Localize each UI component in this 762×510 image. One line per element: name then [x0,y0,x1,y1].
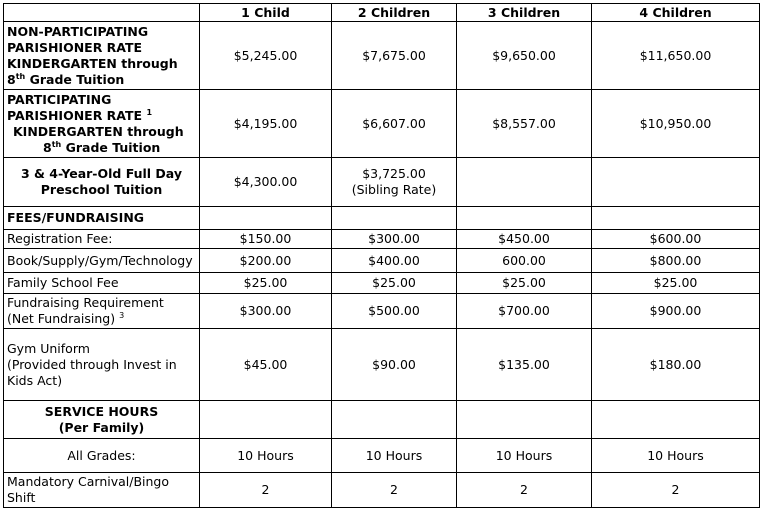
row-label-carnival [4,473,200,508]
empty-cell [200,207,332,230]
cell-value: $90.00 [332,329,457,401]
label-line: (Provided through Invest in [7,356,177,372]
cell-value: $25.00 [200,273,332,294]
row-label-preschool [4,158,200,207]
row-label-family: Family School Fee [4,273,200,294]
table-row-preschool [4,158,760,207]
table-row-registration [4,230,760,249]
table-row-family [4,273,760,294]
cell-value: $7,675.00 [332,22,457,90]
row-label-participating [4,90,200,158]
label-line: 8th Grade Tuition [7,71,125,87]
label-line: (Per Family) [58,419,145,435]
section-heading-service [4,401,200,439]
cell-value: $500.00 [332,294,457,329]
cell-value: 600.00 [457,249,592,273]
table-row-fundraising [4,294,760,329]
cell-value: $400.00 [332,249,457,273]
label-line: PARTICIPATING [7,91,112,107]
empty-cell [200,401,332,439]
label-line: NON-PARTICIPATING [7,23,149,39]
row-label-gym [4,329,200,401]
cell-value: $600.00 [592,230,760,249]
cell-value: 2 [332,473,457,508]
table-row-service-heading [4,401,760,439]
table-row-carnival [4,473,760,508]
cell-value: $900.00 [592,294,760,329]
label-line: 8th Grade Tuition [43,139,161,155]
empty-cell [592,401,760,439]
cell-value: $300.00 [200,294,332,329]
table-row-gym [4,329,760,401]
cell-value: 10 Hours [332,439,457,473]
section-heading-fees: FEES/FUNDRAISING [4,207,200,230]
cell-value: 10 Hours [592,439,760,473]
label-line: Gym Uniform [7,340,90,356]
cell-value: 2 [457,473,592,508]
cell-value: 2 [200,473,332,508]
row-label-fundraising [4,294,200,329]
cell-value: $4,300.00 [200,158,332,207]
header-2-children: 2 Children [332,4,457,22]
cell-value: $5,245.00 [200,22,332,90]
label-line: SERVICE HOURS [44,403,159,419]
label-line: Preschool Tuition [40,182,163,197]
cell-value: $45.00 [200,329,332,401]
cell-value: $9,650.00 [457,22,592,90]
cell-value-sibling [332,158,457,207]
cell-value: $150.00 [200,230,332,249]
table-row-participating [4,90,760,158]
tuition-table [3,3,760,508]
empty-cell [332,207,457,230]
label-line: Kids Act) [7,372,63,388]
table-row-all-grades [4,439,760,473]
row-label-registration: Registration Fee: [4,230,200,249]
cell-value: 2 [592,473,760,508]
cell-value [592,158,760,207]
label-line: KINDERGARTEN through [7,55,178,71]
empty-cell [457,401,592,439]
label-line: PARISHIONER RATE [7,39,143,55]
empty-cell [457,207,592,230]
cell-value: $800.00 [592,249,760,273]
cell-value: $8,557.00 [457,90,592,158]
cell-value: $135.00 [457,329,592,401]
row-label-nonparticipating [4,22,200,90]
label-line: 3 & 4-Year-Old Full Day [20,166,183,181]
cell-value: $180.00 [592,329,760,401]
sibling-note: (Sibling Rate) [351,182,437,197]
header-corner [4,4,200,22]
cell-value: $300.00 [332,230,457,249]
header-1-child: 1 Child [200,4,332,22]
cell-value: $450.00 [457,230,592,249]
cell-value: $700.00 [457,294,592,329]
label-line: PARISHIONER RATE $^1$ [7,107,153,123]
cell-value: $25.00 [457,273,592,294]
table-row-nonparticipating [4,22,760,90]
cell-value: $25.00 [592,273,760,294]
row-label-book: Book/Supply/Gym/Technology [4,249,200,273]
header-4-children: 4 Children [592,4,760,22]
empty-cell [592,207,760,230]
cell-value: 10 Hours [457,439,592,473]
cell-value: $200.00 [200,249,332,273]
row-label-all-grades: All Grades: [4,439,200,473]
label-line: Shift [7,490,36,505]
label-line: Mandatory Carnival/Bingo [7,474,170,489]
table-row-fees-heading [4,207,760,230]
sibling-amount: $3,725.00 [362,166,426,181]
label-line: KINDERGARTEN through [13,123,184,139]
table-row-book [4,249,760,273]
header-3-children: 3 Children [457,4,592,22]
cell-value: $11,650.00 [592,22,760,90]
cell-value: $10,950.00 [592,90,760,158]
cell-value: $6,607.00 [332,90,457,158]
empty-cell [332,401,457,439]
cell-value [457,158,592,207]
cell-value: $25.00 [332,273,457,294]
header-row [4,4,760,22]
label-line: Fundraising Requirement [7,295,164,310]
cell-value: $4,195.00 [200,90,332,158]
label-line: (Net Fundraising) $^3$ [7,310,125,326]
cell-value: 10 Hours [200,439,332,473]
